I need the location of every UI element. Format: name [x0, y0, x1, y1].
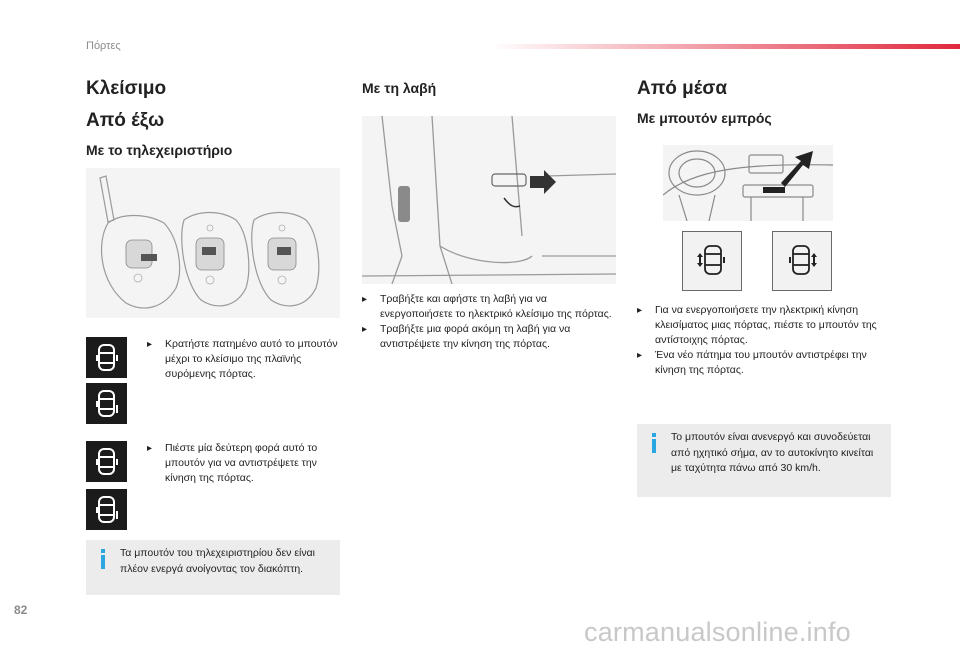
list-item: ▸ Πιέστε μία δεύτερη φορά αυτό το μπουτόν για να αντιστρέψετε την κίνηση της πόρτας.: [147, 442, 318, 484]
list-item: ▸ Για να ενεργοποιήσετε την ηλεκτρική κίνηση κλεισίματος μιας πόρτας, πιέστε το μπουτόν της αντίστοιχης πόρτας.: [637, 304, 877, 346]
header-accent-bar: [490, 44, 960, 49]
door-handle-illustration: [362, 116, 616, 284]
left-door-button[interactable]: [682, 231, 742, 291]
arrow-bullet-icon: ▸: [637, 350, 643, 361]
front-button-steps: [637, 303, 891, 378]
watermark: carmanualsonline.info: [584, 617, 851, 647]
remote-step-1: [147, 337, 339, 382]
list-item: ▸ Τραβήξτε μια φορά ακόμη τη λαβή για να αντιστρέψετε την κίνηση της πόρτας.: [362, 323, 571, 350]
list-item: ▸ Τραβήξτε και αφήστε τη λαβή για να ενεργοποιήσετε το ηλεκτρικό κλείσιμο της πόρτας.: [362, 293, 612, 320]
note-text: Το μπουτόν είναι ανενεργό και συνοδεύεται από ηχητικό σήμα, αν το αυτοκίνητο κινείται με ταχύτητα πάνω από 30 km/h.: [671, 431, 874, 474]
sliding-door-button-icon: [86, 489, 127, 530]
section-title: Πόρτες: [86, 40, 121, 52]
remote-step-2: [147, 441, 339, 486]
note-text: Τα μπουτόν του τηλεχειριστηρίου δεν είναι πλέον ενεργά ανοίγοντας τον διακόπτη.: [120, 547, 316, 575]
heading-remote: Με το τηλεχειριστήριο: [86, 142, 233, 158]
right-door-button[interactable]: [772, 231, 832, 291]
list-item: ▸ Κρατήστε πατημένο αυτό το μπουτόν μέχρι το κλείσιμο της πλαϊνής συρόμενης πόρτας.: [147, 338, 338, 380]
arrow-bullet-icon: ▸: [637, 305, 643, 316]
page-number: 82: [14, 603, 28, 617]
sliding-door-button-icon: [86, 337, 127, 378]
heading-by-handle: Με τη λαβή: [362, 80, 437, 96]
sliding-door-button-icon: [86, 383, 127, 424]
arrow-bullet-icon: ▸: [362, 324, 368, 335]
dashboard-illustration: [663, 145, 833, 221]
info-note-speed: [637, 424, 891, 497]
heading-front-button: Με μπουτόν εμπρός: [637, 110, 772, 126]
arrow-bullet-icon: ▸: [362, 294, 368, 305]
arrow-bullet-icon: ▸: [147, 339, 153, 350]
heading-from-outside: Από έξω: [86, 110, 165, 131]
info-note-remote: [86, 540, 340, 595]
heading-closing: Κλείσιμο: [86, 78, 167, 99]
handle-steps: [362, 292, 616, 352]
arrow-bullet-icon: ▸: [147, 443, 153, 454]
heading-from-inside: Από μέσα: [637, 78, 728, 99]
remote-keys-illustration: [86, 168, 340, 318]
sliding-door-button-icon: [86, 441, 127, 482]
list-item: ▸ Ένα νέο πάτημα του μπουτόν αντιστρέφει την κίνηση της πόρτας.: [637, 349, 867, 376]
